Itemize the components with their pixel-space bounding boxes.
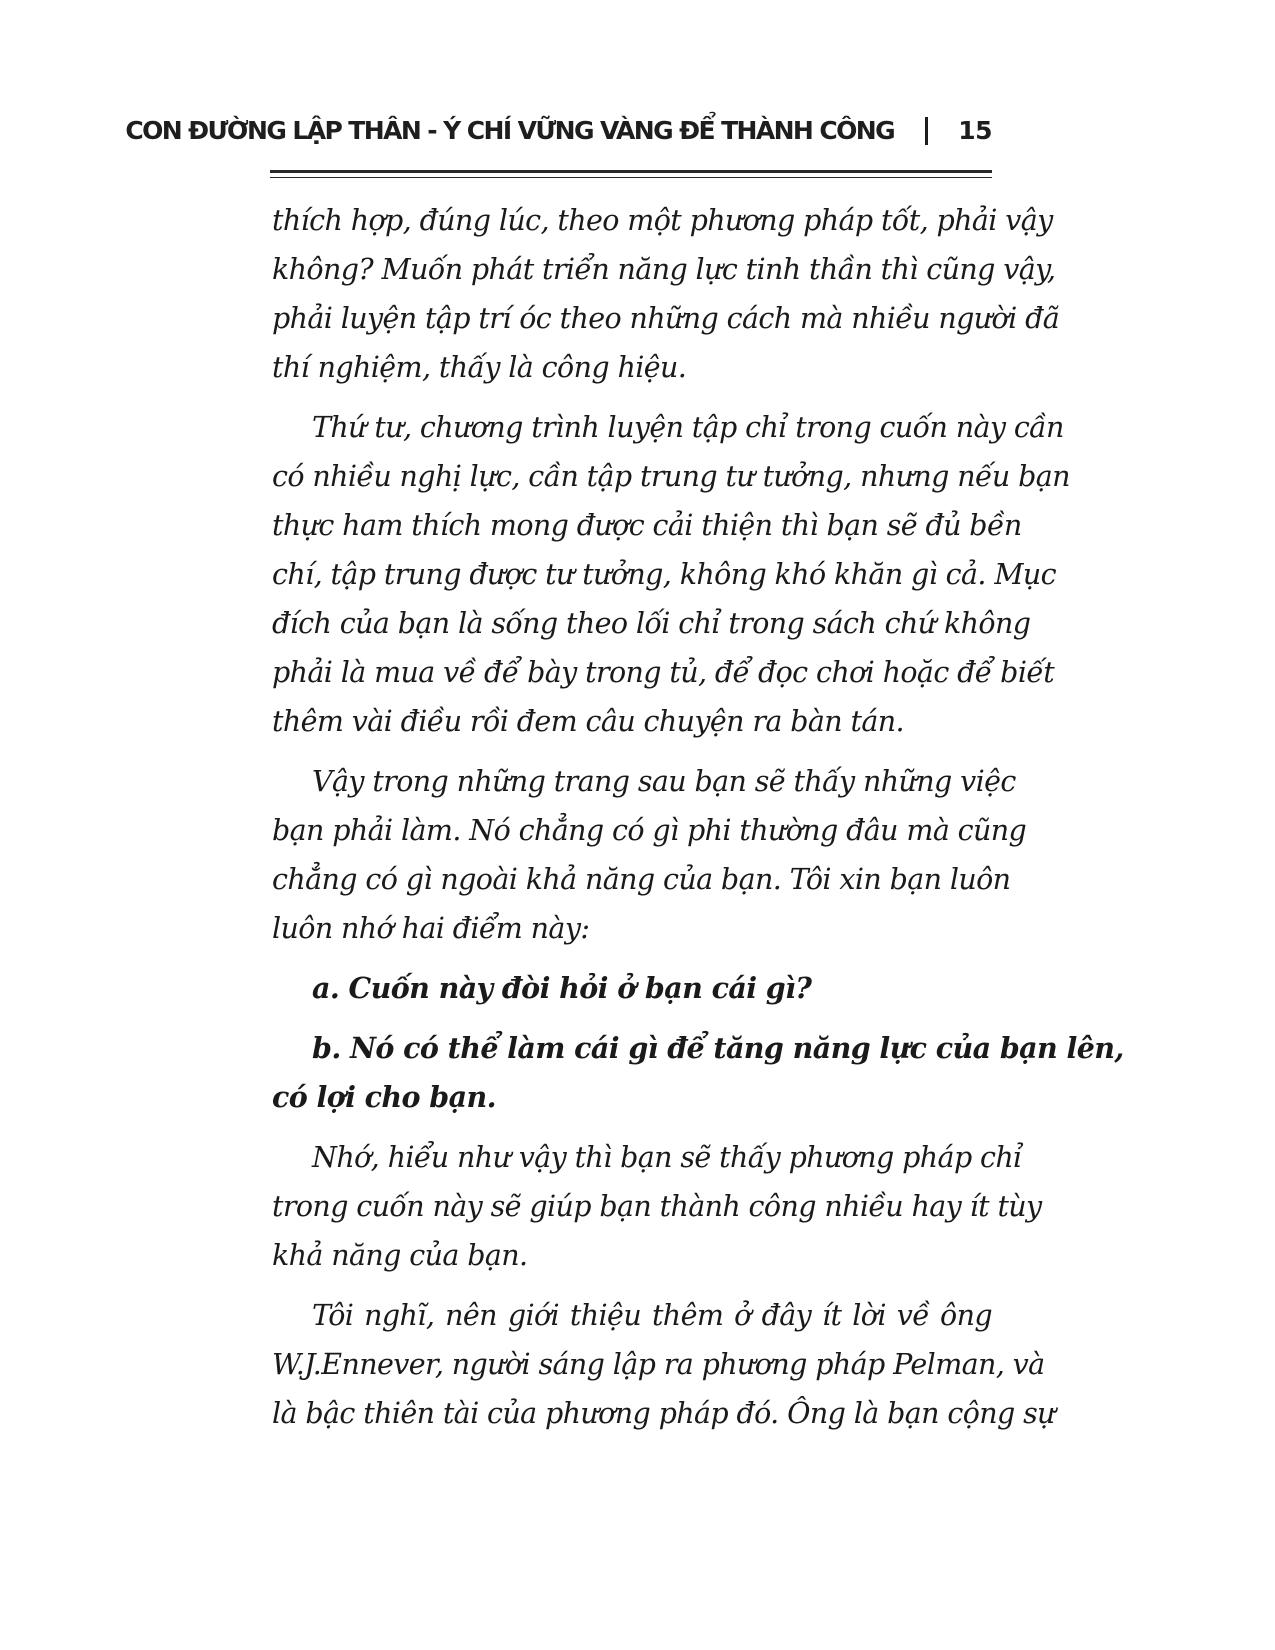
text-line: b. Nó có thể làm cái gì để tăng năng lực của bạn lên,: [312, 1031, 1124, 1065]
running-header-title: CON ĐƯỜNG LẬP THÂN - Ý CHÍ VỮNG VÀNG ĐỂ THÀNH CÔNG: [125, 116, 894, 145]
paragraph: [272, 1133, 1042, 1280]
header-rule-thick: [270, 170, 992, 173]
body-text: [272, 196, 1124, 1449]
paragraph: [272, 1024, 1124, 1122]
paragraph: [272, 1291, 1055, 1438]
text-line: là bậc thiên tài của phương pháp đó. Ông là bạn cộng sự: [272, 1397, 1055, 1430]
text-line: bạn phải làm. Nó chẳng có gì phi thường đâu mà cũng: [272, 814, 1027, 847]
text-line: thích hợp, đúng lúc, theo một phương pháp tốt, phải vậy: [272, 204, 1053, 237]
text-line: phải luyện tập trí óc theo những cách mà nhiều người đã: [272, 302, 1060, 335]
text-line: a. Cuốn này đòi hỏi ở bạn cái gì?: [312, 971, 812, 1005]
text-line: thực ham thích mong được cải thiện thì bạn sẽ đủ bền: [272, 509, 1022, 542]
text-line: khả năng của bạn.: [272, 1239, 528, 1272]
text-line: Tôi nghĩ, nên giới thiệu thêm ở đây ít lời về ông: [312, 1299, 992, 1332]
text-line: Vậy trong những trang sau bạn sẽ thấy những việc: [312, 765, 1016, 798]
text-line: Thứ tư, chương trình luyện tập chỉ trong cuốn này cần: [312, 411, 1064, 444]
paragraph: [272, 196, 1060, 392]
text-line: luôn nhớ hai điểm này:: [272, 912, 590, 945]
paragraph: [272, 964, 992, 1013]
text-line: chẳng có gì ngoài khả năng của bạn. Tôi xin bạn luôn: [272, 863, 1011, 896]
text-line: có nhiều nghị lực, cần tập trung tư tưởng, nhưng nếu bạn: [272, 460, 1070, 493]
paragraph: [272, 403, 1070, 746]
text-line: thêm vài điều rồi đem câu chuyện ra bàn tán.: [272, 705, 904, 738]
text-line: Nhớ, hiểu như vậy thì bạn sẽ thấy phương pháp chỉ: [312, 1141, 1022, 1174]
text-line: không? Muốn phát triển năng lực tinh thần thì cũng vậy,: [272, 253, 1056, 286]
text-line: W.J.Ennever, người sáng lập ra phương pháp Pelman, và: [272, 1348, 1045, 1381]
page-number: 15: [958, 116, 992, 145]
text-line: có lợi cho bạn.: [272, 1080, 496, 1114]
running-header: [125, 112, 992, 152]
text-line: thí nghiệm, thấy là công hiệu.: [272, 351, 687, 384]
header-rule-thin: [270, 177, 992, 178]
header-separator: [925, 117, 928, 145]
text-line: trong cuốn này sẽ giúp bạn thành công nhiều hay ít tùy: [272, 1190, 1042, 1223]
paragraph: [272, 757, 1027, 953]
text-line: chí, tập trung được tư tưởng, không khó khăn gì cả. Mục: [272, 558, 1057, 591]
text-line: phải là mua về để bày trong tủ, để đọc chơi hoặc để biết: [272, 656, 1055, 689]
text-line: đích của bạn là sống theo lối chỉ trong sách chứ không: [272, 607, 1031, 640]
